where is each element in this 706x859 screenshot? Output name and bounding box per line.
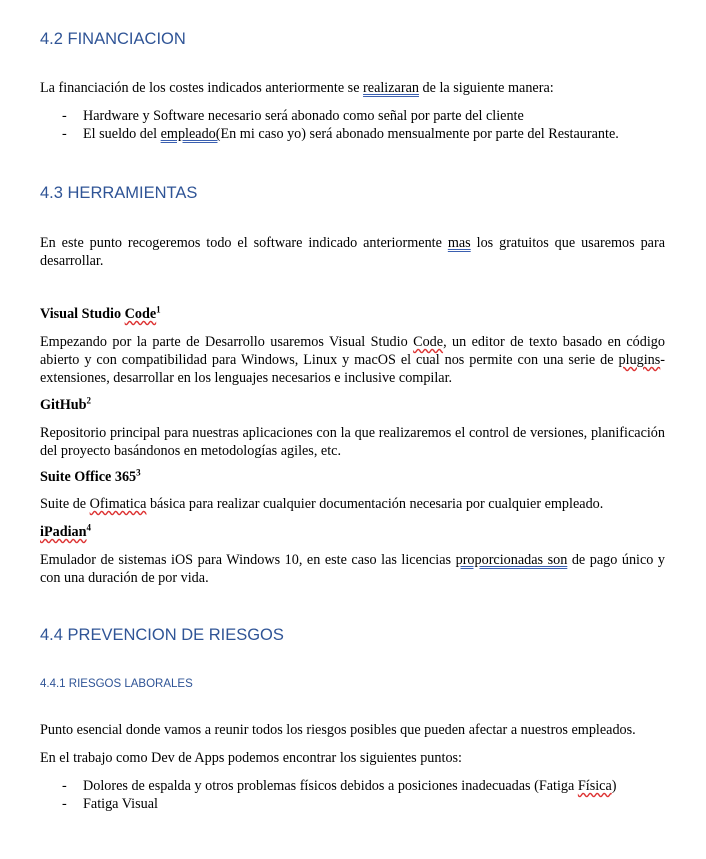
heading-4-4-1: 4.4.1 RIESGOS LABORALES [40, 678, 193, 690]
ipadian-text-line-2: con una duración de por vida. [40, 570, 209, 586]
financiacion-bullet-1: Hardware y Software necesario será abonado como señal por parte del cliente [83, 108, 524, 124]
office365-heading: Suite Office $365^3$ [40, 467, 141, 485]
bullet-dash: - [62, 126, 67, 142]
bullet-dash: - [62, 796, 67, 812]
financiacion-bullet-2: El sueldo del empleado(En mi caso yo) será abonado mensualmente por parte del Restaurante. [83, 126, 619, 142]
ipadian-text-line-1: Emulador de sistemas iOS para Windows 10, en este caso las licencias proporcionadas son de pago único y [40, 552, 665, 568]
vscode-text-line-2: abierto y con compatibilidad para Windows, Linux y macOS el cual nos permite con una serie de plugins- [40, 352, 665, 368]
ipadian-heading: iPadian$^4$ [40, 522, 92, 540]
github-text-line-1: Repositorio principal para nuestras aplicaciones con la que realizaremos el control de versiones, planificación [40, 425, 665, 441]
github-heading: GitHub$^2$ [40, 395, 92, 413]
bullet-dash: - [62, 778, 67, 794]
herramientas-intro-line-1: En este punto recogeremos todo el software indicado anteriormente mas los gratuitos que usaremos para [40, 235, 665, 251]
bullet-dash: - [62, 108, 67, 124]
vscode-text-line-3: extensiones, desarrollar en los lenguajes necesarios e inclusive compilar. [40, 370, 453, 386]
herramientas-intro-line-2: desarrollar. [40, 253, 104, 269]
financiacion-intro: La financiación de los costes indicados anteriormente se realizaran de la siguiente manera: [40, 80, 554, 96]
riesgos-paragraph-2: En el trabajo como Dev de Apps podemos encontrar los siguientes puntos: [40, 750, 462, 766]
vscode-text-line-1: Empezando por la parte de Desarrollo usaremos Visual Studio Code, un editor de texto basado en código [40, 334, 665, 350]
office365-text: Suite de Ofimatica básica para realizar cualquier documentación necesaria por cualquier empleado. [40, 496, 604, 512]
vscode-heading: Visual Studio Code$^1$ [40, 304, 161, 322]
riesgos-bullet-1: Dolores de espalda y otros problemas físicos debidos a posiciones inadecuadas (Fatiga Física) [83, 778, 617, 794]
github-text-line-2: del proyecto basándonos en metodologías agiles, etc. [40, 443, 342, 459]
heading-4-3: 4.3 HERRAMIENTAS [40, 184, 198, 202]
riesgos-paragraph-1: Punto esencial donde vamos a reunir todos los riesgos posibles que pueden afectar a nuestros empleados. [40, 722, 636, 738]
heading-4-2: 4.2 FINANCIACION [40, 30, 186, 48]
heading-4-4: 4.4 PREVENCION DE RIESGOS [40, 626, 284, 644]
riesgos-bullet-2: Fatiga Visual [83, 796, 158, 812]
